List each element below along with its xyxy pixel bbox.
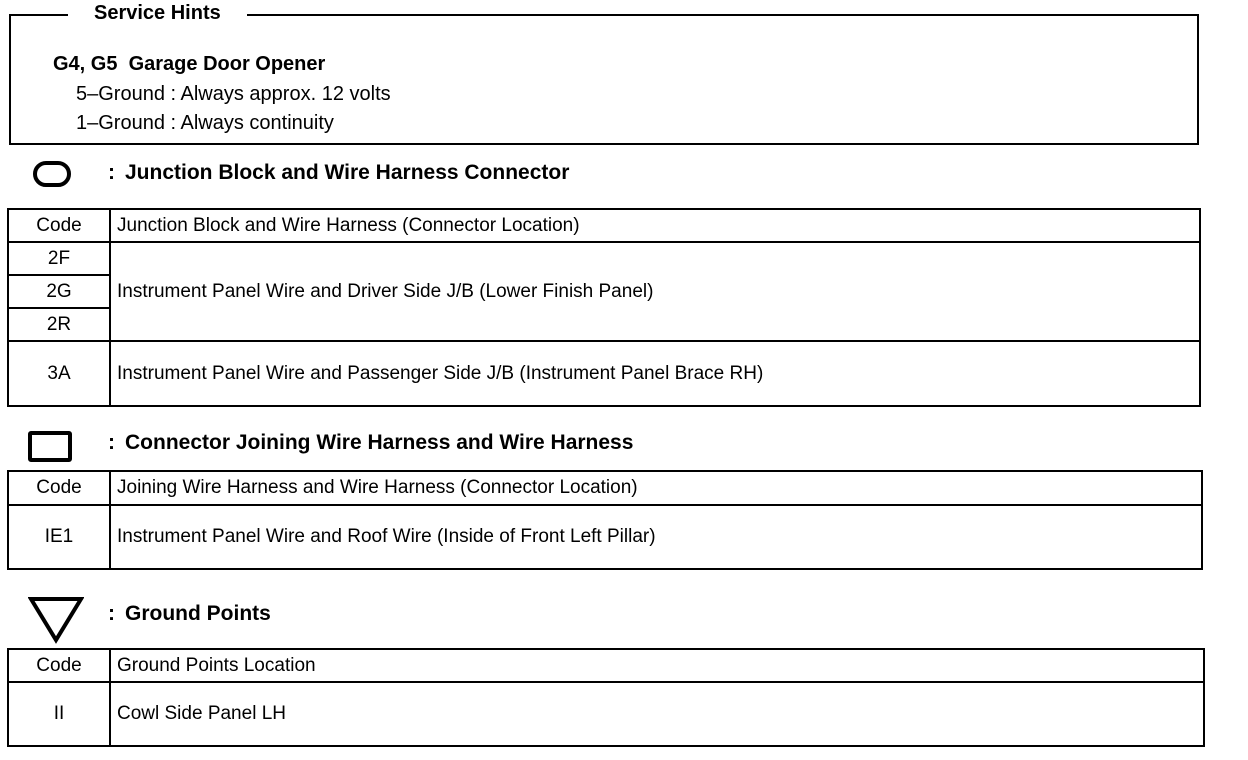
table-row — [8, 505, 1202, 569]
connector-desc-ie1: Instrument Panel Wire and Roof Wire (Inside of Front Left Pillar) — [110, 505, 1202, 569]
service-hints-box — [9, 14, 1199, 145]
ground-header-desc: Ground Points Location — [110, 649, 1204, 682]
table-header-row — [8, 471, 1202, 505]
junction-colon: : — [108, 161, 115, 184]
ground-desc-ii: Cowl Side Panel LH — [110, 682, 1204, 746]
junction-code-3a: 3A — [8, 341, 110, 406]
junction-header-desc: Junction Block and Wire Harness (Connector Location) — [110, 209, 1200, 242]
ground-section-title — [108, 600, 271, 628]
junction-desc-passenger-jb: Instrument Panel Wire and Passenger Side J/B (Instrument Panel Brace RH) — [110, 341, 1200, 406]
ground-code-ii: II — [8, 682, 110, 746]
hint-line-2: 1–Ground : Always continuity — [76, 112, 334, 134]
junction-code-2r: 2R — [8, 308, 110, 341]
connector-table — [7, 470, 1203, 570]
connector-header-code: Code — [8, 471, 110, 505]
table-header-row — [8, 649, 1204, 682]
junction-code-2g: 2G — [8, 275, 110, 308]
junction-desc-driver-jb: Instrument Panel Wire and Driver Side J/B (Lower Finish Panel) — [110, 242, 1200, 341]
junction-section-title — [108, 159, 569, 187]
connector-header-desc: Joining Wire Harness and Wire Harness (Connector Location) — [110, 471, 1202, 505]
junction-code-2f: 2F — [8, 242, 110, 275]
connector-symbol-icon — [28, 431, 72, 462]
ground-header-code: Code — [8, 649, 110, 682]
hint-line-1: 5–Ground : Always approx. 12 volts — [76, 83, 391, 105]
service-hints-legend: Service Hints — [68, 0, 247, 26]
ground-table — [7, 648, 1205, 747]
junction-block-symbol-icon — [33, 161, 71, 187]
ground-point-triangle-icon — [28, 596, 84, 644]
ground-title-text: Ground Points — [125, 602, 271, 625]
ground-colon: : — [108, 602, 115, 625]
connector-code-ie1: IE1 — [8, 505, 110, 569]
junction-header-code: Code — [8, 209, 110, 242]
connector-title-text: Connector Joining Wire Harness and Wire Harness — [125, 431, 634, 454]
connector-colon: : — [108, 431, 115, 454]
table-row — [8, 242, 1200, 275]
table-header-row — [8, 209, 1200, 242]
junction-table — [7, 208, 1201, 407]
table-row — [8, 341, 1200, 406]
table-row — [8, 682, 1204, 746]
hints-heading: G4, G5 Garage Door Opener — [53, 53, 326, 75]
junction-title-text: Junction Block and Wire Harness Connector — [125, 161, 570, 184]
connector-section-title — [108, 429, 633, 457]
